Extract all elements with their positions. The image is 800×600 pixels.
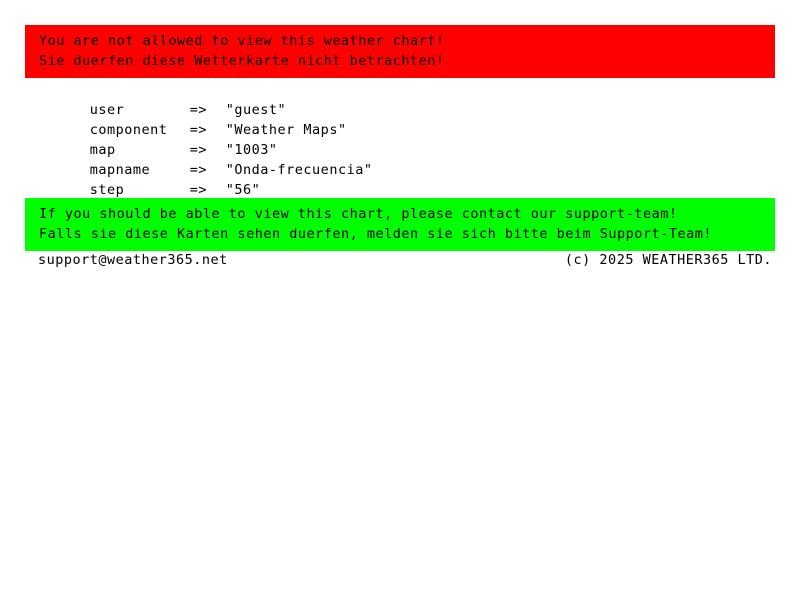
parameter-value: "Weather Maps" [225, 122, 347, 138]
parameter-list [38, 80, 373, 198]
support-email-link[interactable]: support@weather365.net [38, 252, 228, 268]
copyright-text: (c) 2025 WEATHER365 LTD. [564, 252, 772, 268]
parameter-arrow: => [189, 162, 208, 178]
error-banner-line-en: You are not allowed to view this weather chart! [39, 33, 445, 49]
parameter-key: mapname [89, 162, 151, 178]
parameter-key: component [89, 122, 168, 138]
info-banner [25, 198, 775, 251]
footer [38, 250, 772, 270]
parameter-key: map [89, 142, 116, 158]
parameter-arrow: => [189, 182, 208, 198]
error-banner [25, 25, 775, 78]
info-banner-line-de: Falls sie diese Karten sehen duerfen, melden sie sich bitte beim Support-Team! [39, 226, 712, 242]
error-banner-line-de: Sie duerfen diese Wetterkarte nicht betrachten! [39, 53, 445, 69]
parameter-value: "1003" [225, 142, 278, 158]
parameter-value: "guest" [225, 102, 287, 118]
parameter-key: user [89, 102, 125, 118]
info-banner-line-en: If you should be able to view this chart, please contact our support-team! [39, 206, 678, 222]
parameter-value: "56" [225, 182, 261, 198]
parameter-row-user [38, 80, 372, 118]
parameter-value: "Onda-frecuencia" [225, 162, 373, 178]
parameter-arrow: => [189, 122, 208, 138]
parameter-key: step [89, 182, 125, 198]
parameter-arrow: => [189, 142, 208, 158]
parameter-arrow: => [189, 102, 208, 118]
